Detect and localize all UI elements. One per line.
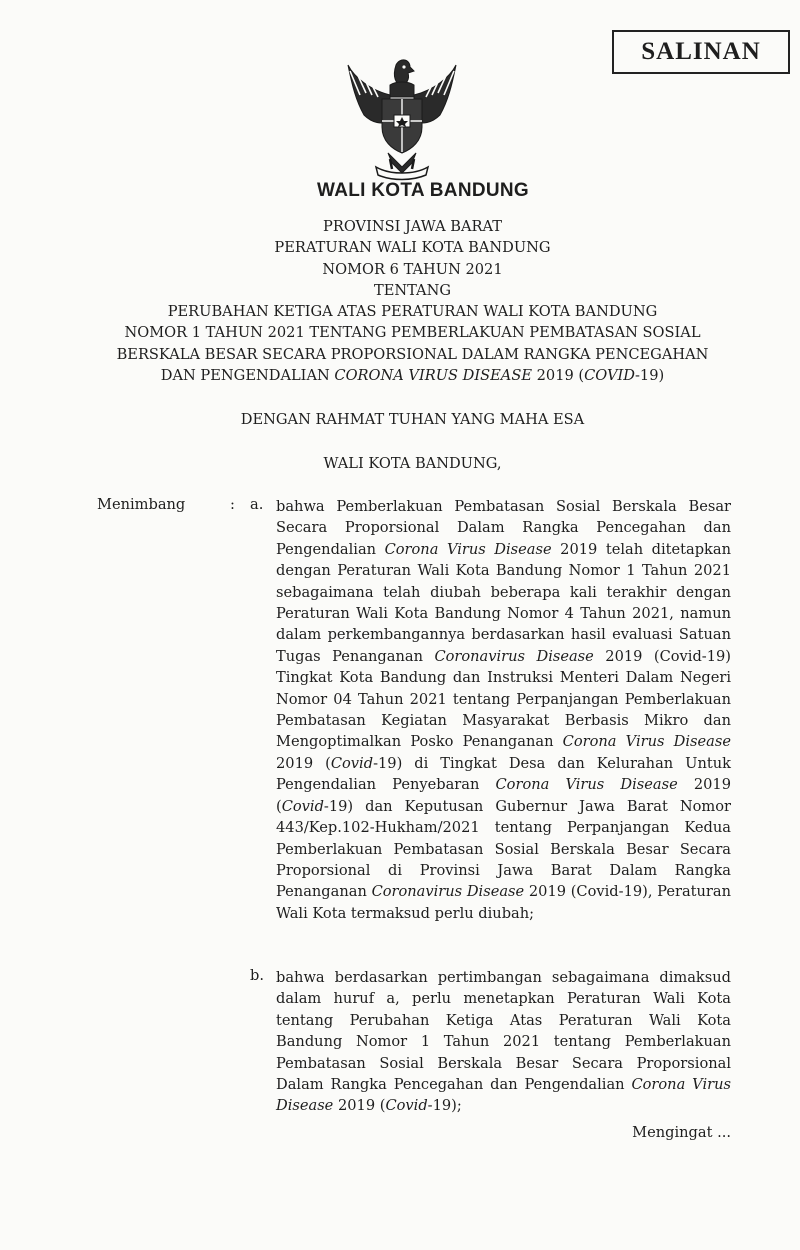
text-segment: bahwa Pemberlakuan Pembatasan Sosial Berskala Besar Secara Proporsional Dalam Rangka Pencegahan dan Pengendalian (276, 498, 731, 558)
rahmat-line: DENGAN RAHMAT TUHAN YANG MAHA ESA (240, 411, 585, 428)
heading-line (0, 365, 800, 386)
regulation-heading (0, 216, 800, 386)
italic-term: Coronavirus Disease (434, 647, 594, 665)
heading-line: PROVINSI JAWA BARAT (323, 218, 502, 235)
italic-term: Covid (385, 1097, 428, 1115)
italic-term: Corona Virus Disease (384, 540, 552, 558)
text-segment: 2019 (Covid-19) Tingkat Kota Bandung dan Instruksi Menteri Dalam Negeri Nomor 04 Tahun 2021 tentang Perpanjangan Pemberlakuan Pembatasan Kegiatan Masyarakat Berbasis Mikro dan Mengoptimalkan Posko Penanganan (276, 647, 731, 751)
text-segment: 2019 ( (276, 754, 331, 772)
heading-italic: COVID (584, 367, 635, 385)
salinan-stamp: SALINAN (612, 30, 790, 74)
text-segment: 2019 telah ditetapkan dengan Peraturan Wali Kota Bandung Nomor 1 Tahun 2021 sebagaimana telah diubah beberapa kali terakhir dengan Peraturan Wali Kota Bandung Nomor 4 Tahun 2021, namun dalam perkembangannya berdasarkan hasil evaluasi Satuan Tugas Penanganan (276, 540, 731, 665)
heading-line: TENTANG (373, 281, 452, 299)
text-segment: -19) dan Keputusan Gubernur Jawa Barat Nomor 443/Kep.102-Hukham/2021 tentang Perpanjangan Kedua Pemberlakuan Pembatasan Sosial Berskala Besar Secara Proporsional di Provinsi Jawa Barat Dalam Rangka Penanganan (276, 797, 731, 901)
menimbang-label: Menimbang (97, 496, 186, 513)
next-page-catchword: Mengingat ... (632, 1124, 731, 1141)
heading-line: NOMOR 1 TAHUN 2021 TENTANG PEMBERLAKUAN PEMBATASAN SOSIAL (124, 324, 701, 342)
italic-term: Covid (330, 754, 374, 772)
heading-italic: CORONA VIRUS DISEASE (334, 367, 532, 385)
garuda-emblem (340, 55, 464, 183)
heading-line: PERUBAHAN KETIGA ATAS PERATURAN WALI KOTA BANDUNG (167, 303, 658, 321)
issuer-title: WALI KOTA BANDUNG (317, 180, 529, 201)
italic-term: Covid (281, 797, 324, 815)
italic-term: Corona Virus Disease (562, 733, 731, 751)
heading-text: DAN PENGENDALIAN (160, 367, 335, 385)
walikota-line: WALI KOTA BANDUNG, (323, 455, 502, 472)
text-segment: 2019 ( (333, 1097, 386, 1115)
item-letter-b: b. (250, 967, 264, 984)
text-segment: 2019 ( (276, 776, 732, 815)
consideration-item-a (276, 496, 731, 924)
italic-term: Corona Virus Disease (276, 1076, 731, 1115)
heading-line: PERATURAN WALI KOTA BANDUNG (274, 239, 551, 257)
consideration-item-b (276, 967, 731, 1117)
heading-text: -19) (635, 367, 665, 385)
menimbang-colon: : (230, 496, 235, 513)
text-segment: -19) di Tingkat Desa dan Kelurahan Untuk Pengendalian Penyebaran (276, 754, 731, 794)
italic-term: Coronavirus Disease (371, 883, 525, 901)
italic-term: Corona Virus Disease (495, 776, 678, 794)
heading-line: BERSKALA BESAR SECARA PROPORSIONAL DALAM RANGKA PENCEGAHAN (116, 345, 709, 363)
item-letter-a: a. (250, 496, 264, 513)
text-segment: bahwa berdasarkan pertimbangan sebagaimana dimaksud dalam huruf a, perlu menetapkan Peraturan Wali Kota tentang Perubahan Ketiga Atas Peraturan Wali Kota Bandung Nomor 1 Tahun 2021 tentang Pemberlakuan Pembatasan Sosial Berskala Besar Secara Proporsional Dalam Rangka Pencegahan dan Pengendalian (276, 969, 731, 1094)
text-segment: 2019 (Covid-19), Peraturan Wali Kota termaksud perlu diubah; (276, 883, 732, 922)
heading-text: 2019 ( (531, 367, 585, 385)
text-segment: -19); (427, 1097, 462, 1115)
heading-line: NOMOR 6 TAHUN 2021 (322, 260, 503, 278)
